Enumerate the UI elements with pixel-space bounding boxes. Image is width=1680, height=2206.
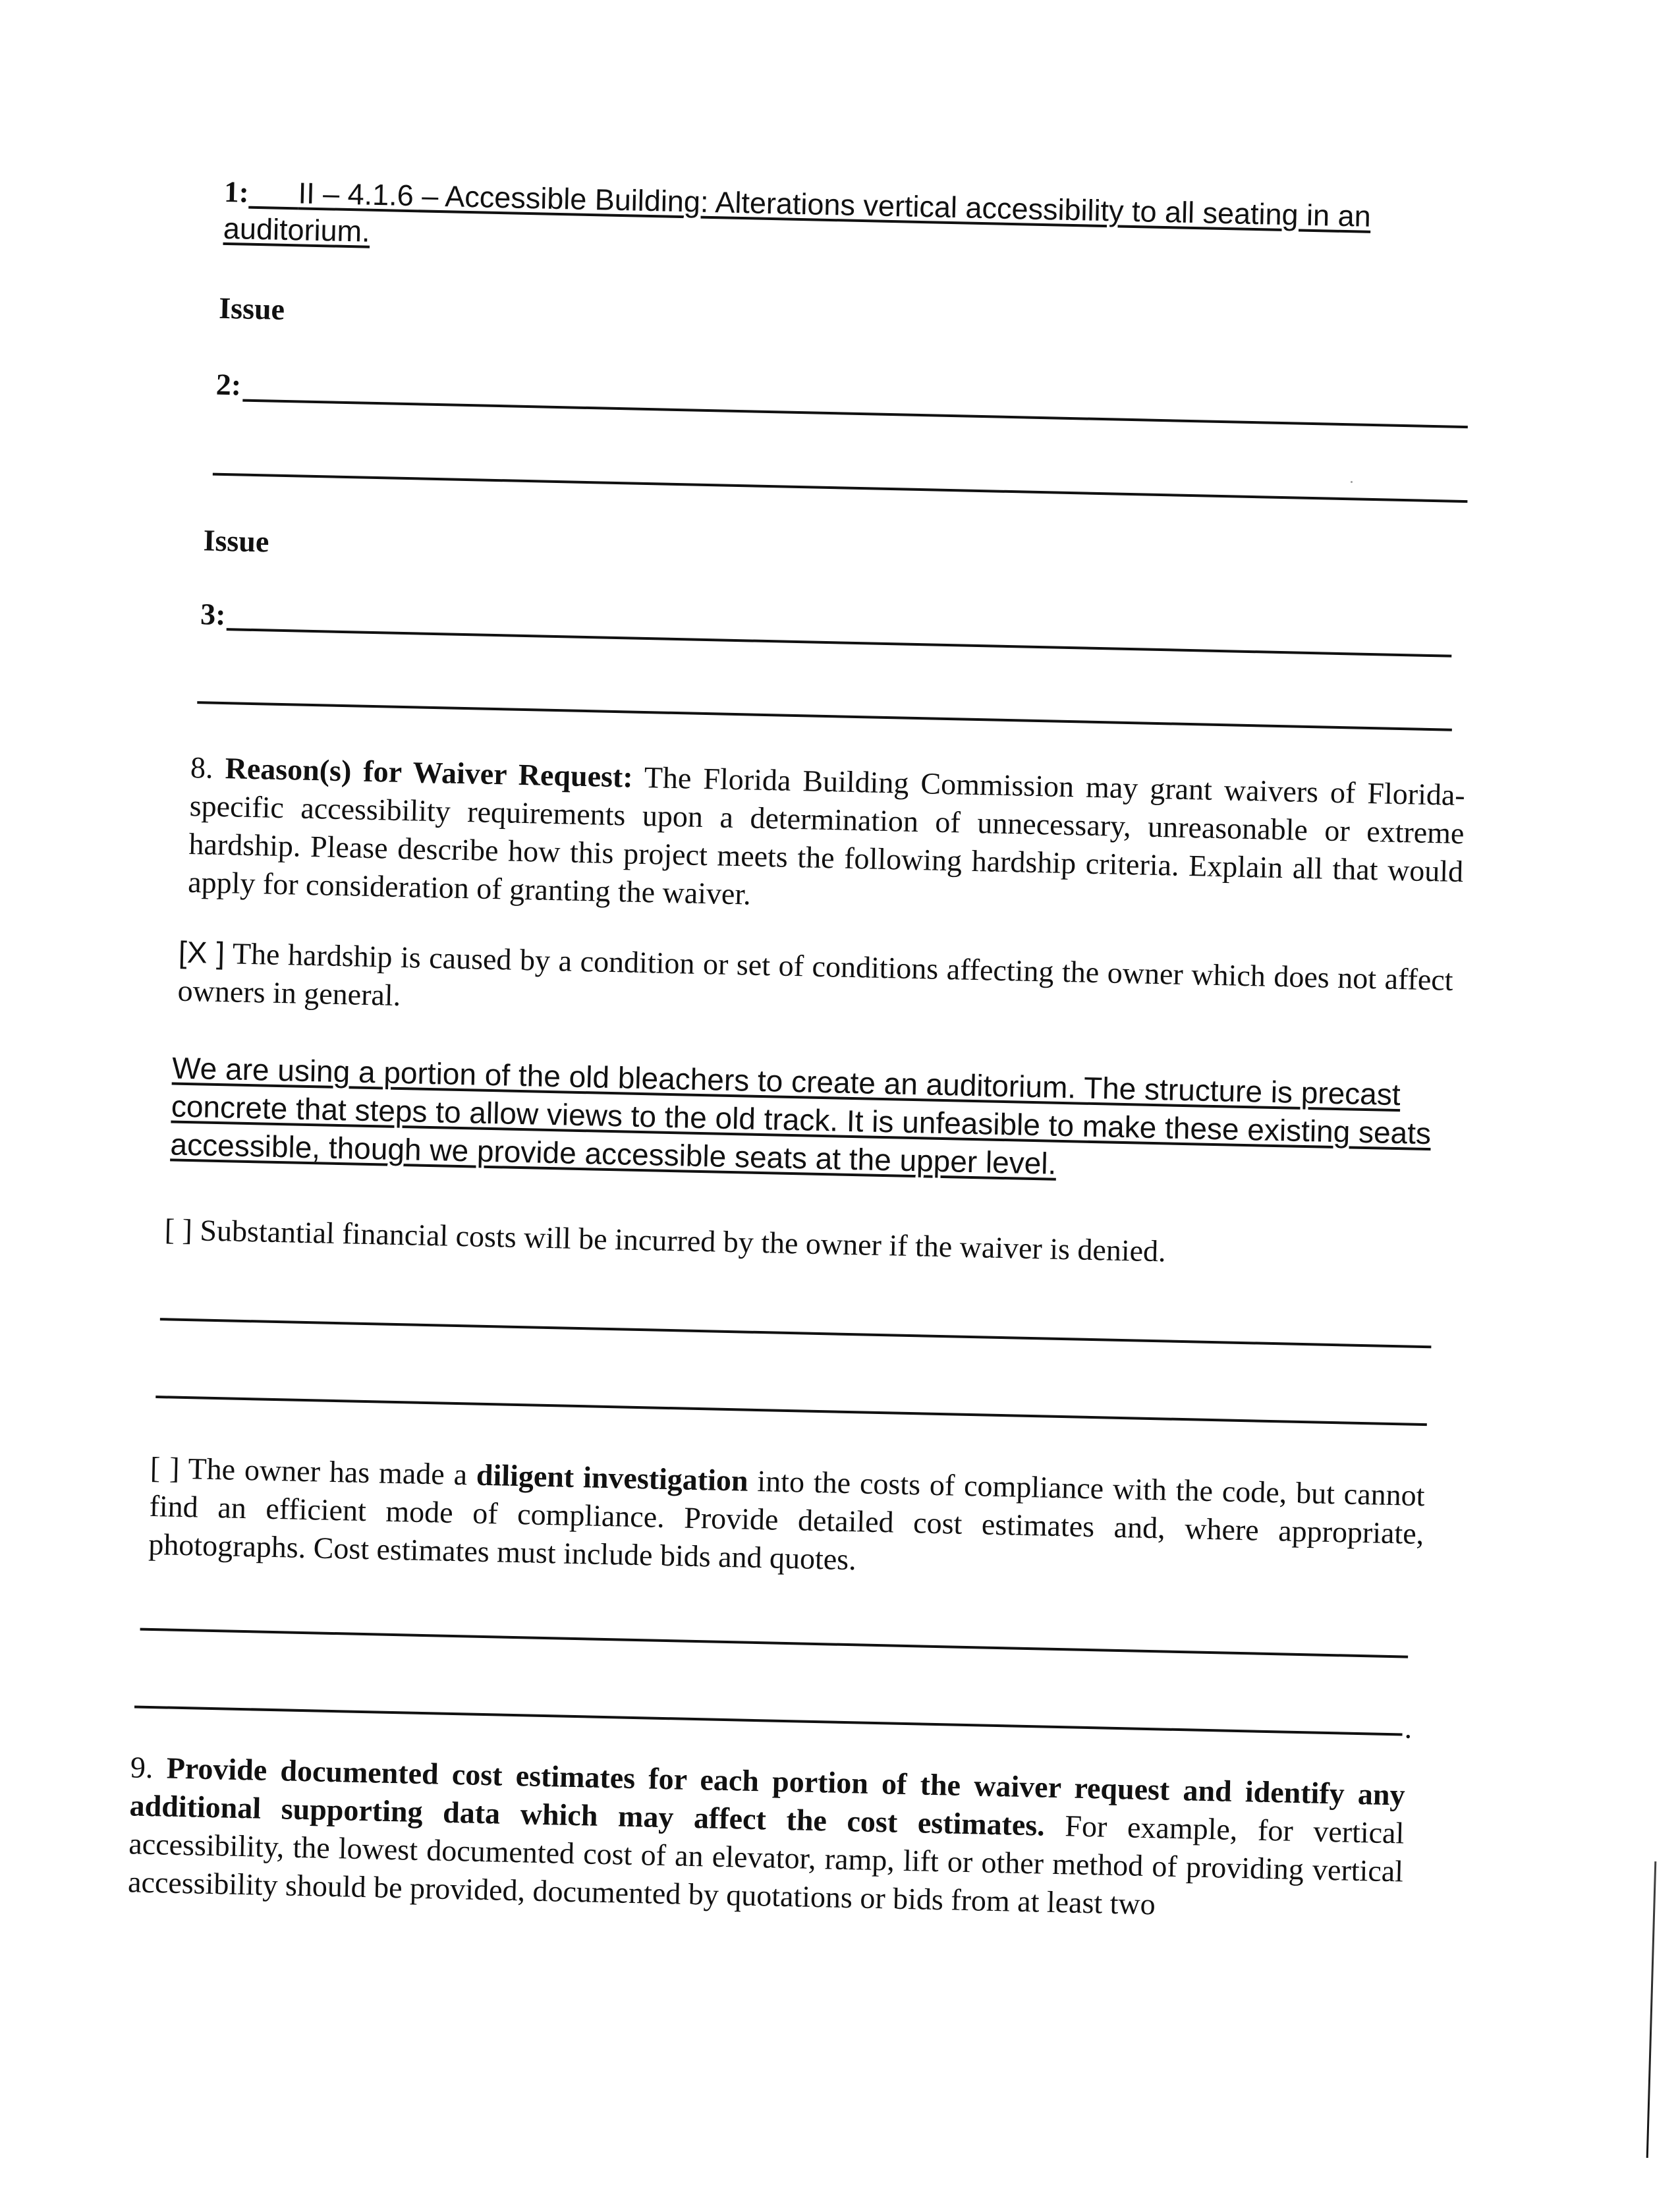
- criterion-3-bold: diligent investigation: [476, 1457, 749, 1498]
- criterion-2: [164, 1210, 1440, 1276]
- issue-2-field[interactable]: [240, 383, 1466, 437]
- section-8-body: The Florida Building Commission may grant waivers of Florida-specific accessibility requirements upon a determination of unnecessary, unreasonable or extreme hardship. Please describe how this project meets the following hardship criteria. Explain all that would apply for consideration of granting the waiver.: [187, 760, 1466, 911]
- criterion-2-checkbox[interactable]: [ ]: [164, 1212, 193, 1247]
- criterion-3-line-2: [134, 1705, 1403, 1736]
- issue-1-blank-lead: [248, 175, 298, 210]
- issue-1-text[interactable]: II – 4.1.6 – Accessible Building: Alterations vertical accessibility to all seating in an auditorium.: [223, 176, 1372, 248]
- criterion-1-text: The hardship is caused by a condition or set of conditions affecting the owner which does not affect owners in general.: [177, 936, 1454, 1013]
- criterion-3-checkbox[interactable]: [ ]: [150, 1450, 181, 1485]
- issue-3-field[interactable]: [225, 612, 1450, 665]
- scan-speck: [1351, 481, 1353, 483]
- criterion-2-field[interactable]: [163, 1291, 1434, 1345]
- criterion-3-field[interactable]: [143, 1600, 1411, 1654]
- section-8-number: 8.: [190, 750, 214, 785]
- issue-3-line-2: [197, 701, 1452, 731]
- issue-2-number: 2:: [215, 367, 242, 402]
- issue-2-heading: Issue: [218, 291, 285, 326]
- criterion-2-text: Substantial financial costs will be incurred by the owner if the waiver is denied.: [199, 1213, 1167, 1268]
- criterion-3-trailing-period: .: [1404, 1711, 1413, 1745]
- section-9-number: 9.: [130, 1750, 154, 1785]
- criterion-3-text-before: The owner has made a: [188, 1452, 477, 1492]
- issue-3-number: 3:: [200, 597, 227, 632]
- criterion-2-line-2: [155, 1396, 1427, 1426]
- section-9-body: For example, for vertical accessibility, the lowest documented cost of an elevator, ramp, lift or other method of providing vertical accessibility should be provided, documented by quotations or bids from at least two: [127, 1809, 1405, 1921]
- issue-1: [223, 173, 1476, 274]
- criterion-1-response[interactable]: We are using a portion of the old bleachers to create an auditorium. The structure is precast concrete that steps to allow views to the old track. It is unfeasible to make these existing seats accessible, though we provide accessible seats at the upper level.: [170, 1050, 1432, 1181]
- section-9: [128, 1748, 1406, 1929]
- section-8-title: Reason(s) for Waiver Request:: [225, 751, 634, 794]
- criterion-3: [148, 1449, 1425, 1591]
- issue-2-line-2: [213, 473, 1468, 503]
- scan-edge-artifact: [1646, 1861, 1657, 2158]
- section-8-intro: [188, 749, 1466, 929]
- criterion-3-text-after: into the costs of compliance with the code, but cannot find an efficient mode of compliance. Provide detailed cost estimates and, where appropriate, photographs. Cost estimates must include bids and quotes.: [148, 1463, 1426, 1577]
- issue-3-heading: Issue: [203, 523, 269, 559]
- criterion-1-checkbox[interactable]: [X ]: [178, 934, 225, 971]
- section-9-bold-text: Provide documented cost estimates for each portion of the waiver request and identify any additional supporting data which may affect the cost estimates.: [129, 1751, 1406, 1842]
- issue-1-number: 1:: [223, 175, 250, 209]
- criterion-1: [177, 933, 1453, 1038]
